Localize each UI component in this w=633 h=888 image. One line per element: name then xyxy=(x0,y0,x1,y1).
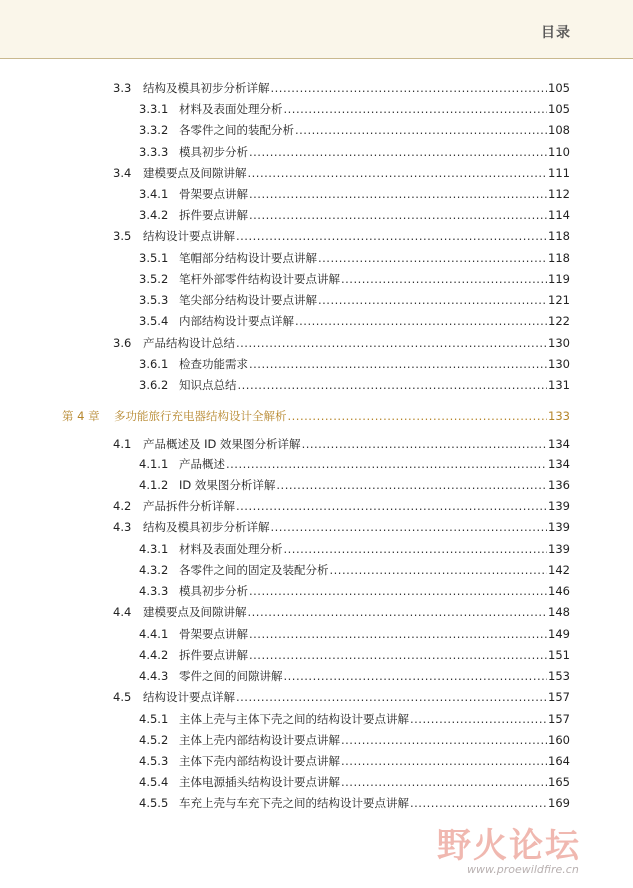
toc-number: 4.5.4 xyxy=(139,775,169,789)
toc-entry[interactable] xyxy=(139,796,570,810)
toc-title: 结构及模具初步分析详解 xyxy=(143,520,270,534)
toc-page-number: 139 xyxy=(548,520,570,534)
toc-number: 4.2 xyxy=(113,499,132,513)
toc-page-number: 134 xyxy=(548,457,570,471)
toc-entry[interactable] xyxy=(139,357,570,371)
toc-number: 4.1 xyxy=(113,437,132,451)
toc-title: 拆件要点讲解 xyxy=(179,208,248,222)
toc-title: 各零件之间的固定及装配分析 xyxy=(179,563,329,577)
toc-title: 产品拆件分析详解 xyxy=(143,499,235,513)
toc-page-number: 121 xyxy=(548,293,570,307)
toc-title: 零件之间的间隙讲解 xyxy=(179,669,283,683)
toc-leader-dots xyxy=(341,272,547,286)
toc-number: 4.4.3 xyxy=(139,669,169,683)
toc-page-number: 112 xyxy=(548,187,570,201)
toc-title: 结构设计要点详解 xyxy=(143,690,235,704)
toc-title: 建模要点及间隙讲解 xyxy=(143,166,247,180)
toc-number: 3.6.2 xyxy=(139,378,169,392)
toc-entry[interactable] xyxy=(113,166,570,180)
toc-number: 3.3 xyxy=(113,81,132,95)
toc-page-number: 105 xyxy=(548,102,570,116)
toc-entry[interactable] xyxy=(139,272,570,286)
toc-page-number: 139 xyxy=(548,542,570,556)
toc-entry[interactable] xyxy=(139,584,570,598)
toc-number: 3.5.1 xyxy=(139,251,169,265)
toc-number: 4.3.1 xyxy=(139,542,169,556)
toc-leader-dots xyxy=(318,251,547,265)
toc-title: 结构及模具初步分析详解 xyxy=(143,81,270,95)
toc-chapter-entry[interactable] xyxy=(62,409,570,423)
toc-number: 3.3.2 xyxy=(139,123,169,137)
toc-number: 3.4.1 xyxy=(139,187,169,201)
toc-leader-dots xyxy=(330,563,548,577)
toc-leader-dots xyxy=(302,437,547,451)
toc-title: 多功能旅行充电器结构设计全解析 xyxy=(114,409,287,423)
toc-leader-dots xyxy=(271,81,548,95)
toc-title: 产品概述 xyxy=(179,457,225,471)
toc-leader-dots xyxy=(249,187,547,201)
toc-number: 4.5.1 xyxy=(139,712,169,726)
toc-leader-dots xyxy=(295,123,547,137)
toc-leader-dots xyxy=(271,520,548,534)
toc-title: 建模要点及间隙讲解 xyxy=(143,605,247,619)
watermark-text: 野火论坛 xyxy=(437,826,581,866)
toc-entry[interactable] xyxy=(139,733,570,747)
toc-leader-dots xyxy=(236,690,547,704)
page-title: 目录 xyxy=(541,25,571,41)
toc-number: 3.3.1 xyxy=(139,102,169,116)
toc-leader-dots xyxy=(341,775,547,789)
toc-entry[interactable] xyxy=(139,251,570,265)
toc-page-number: 110 xyxy=(548,145,570,159)
toc-number: 3.4 xyxy=(113,166,132,180)
toc-entry[interactable] xyxy=(113,336,570,350)
toc-leader-dots xyxy=(236,229,547,243)
toc-page-number: 146 xyxy=(548,584,570,598)
toc-title: 各零件之间的装配分析 xyxy=(179,123,294,137)
toc-number: 4.1.1 xyxy=(139,457,169,471)
toc-entry[interactable] xyxy=(139,145,570,159)
toc-number: 4.4.2 xyxy=(139,648,169,662)
header-rule xyxy=(0,58,633,59)
toc-entry[interactable] xyxy=(139,542,570,556)
toc-title: 车充上壳与车充下壳之间的结构设计要点讲解 xyxy=(179,796,409,810)
toc-page-number: 105 xyxy=(548,81,570,95)
watermark-logo xyxy=(437,818,627,882)
toc-leader-dots xyxy=(341,754,547,768)
toc-leader-dots xyxy=(249,648,547,662)
toc-entry[interactable] xyxy=(139,478,570,492)
toc-page-number: 130 xyxy=(548,357,570,371)
toc-entry[interactable] xyxy=(139,293,570,307)
toc-page-number: 142 xyxy=(548,563,570,577)
toc-leader-dots xyxy=(276,478,547,492)
toc-number: 3.4.2 xyxy=(139,208,169,222)
toc-page-number: 114 xyxy=(548,208,570,222)
toc-entry[interactable] xyxy=(113,520,570,534)
toc-title: 骨架要点讲解 xyxy=(179,187,248,201)
toc-entry[interactable] xyxy=(113,690,570,704)
toc-number: 4.5 xyxy=(113,690,132,704)
toc-number: 3.5.3 xyxy=(139,293,169,307)
toc-page-number: 151 xyxy=(548,648,570,662)
toc-entry[interactable] xyxy=(139,378,570,392)
toc-leader-dots xyxy=(410,712,547,726)
toc-title: 检查功能需求 xyxy=(179,357,248,371)
toc-number: 4.5.5 xyxy=(139,796,169,810)
toc-title: 笔杆外部零件结构设计要点讲解 xyxy=(179,272,340,286)
toc-leader-dots xyxy=(288,409,548,423)
toc-entry[interactable] xyxy=(139,102,570,116)
toc-entry[interactable] xyxy=(139,123,570,137)
toc-leader-dots xyxy=(284,669,548,683)
toc-page-number: 136 xyxy=(548,478,570,492)
toc-page-number: 130 xyxy=(548,336,570,350)
toc-page-number: 118 xyxy=(548,251,570,265)
toc-title: 知识点总结 xyxy=(179,378,237,392)
toc-entry[interactable] xyxy=(139,563,570,577)
toc-number: 4.1.2 xyxy=(139,478,169,492)
toc-leader-dots xyxy=(249,145,547,159)
toc-page-number: 134 xyxy=(548,437,570,451)
toc-title: 拆件要点讲解 xyxy=(179,648,248,662)
toc-number: 4.3.2 xyxy=(139,563,169,577)
toc-page-number: 160 xyxy=(548,733,570,747)
toc-entry[interactable] xyxy=(139,754,570,768)
toc-number: 4.5.3 xyxy=(139,754,169,768)
toc-title: 笔帽部分结构设计要点讲解 xyxy=(179,251,317,265)
toc-page-number: 108 xyxy=(548,123,570,137)
toc-page-number: 131 xyxy=(548,378,570,392)
toc-entry[interactable] xyxy=(139,669,570,683)
toc-number: 第 4 章 xyxy=(62,409,100,423)
toc-number: 3.6.1 xyxy=(139,357,169,371)
toc-page-number: 157 xyxy=(548,690,570,704)
toc-page-number: 164 xyxy=(548,754,570,768)
toc-number: 4.4 xyxy=(113,605,132,619)
toc-page-number: 118 xyxy=(548,229,570,243)
toc-title: 模具初步分析 xyxy=(179,145,248,159)
toc-leader-dots xyxy=(295,314,547,328)
toc-leader-dots xyxy=(249,584,547,598)
toc-page-number: 111 xyxy=(548,166,570,180)
toc-entry[interactable] xyxy=(139,712,570,726)
toc-number: 4.5.2 xyxy=(139,733,169,747)
toc-leader-dots xyxy=(249,357,547,371)
toc-leader-dots xyxy=(341,733,547,747)
toc-leader-dots xyxy=(226,457,547,471)
toc-leader-dots xyxy=(284,542,548,556)
toc-entry[interactable] xyxy=(113,605,570,619)
toc-title: 内部结构设计要点详解 xyxy=(179,314,294,328)
toc-page-number: 169 xyxy=(548,796,570,810)
toc-title: 产品概述及 ID 效果图分析详解 xyxy=(143,437,301,451)
toc-leader-dots xyxy=(248,166,548,180)
toc-page-number: 148 xyxy=(548,605,570,619)
toc-title: 结构设计要点讲解 xyxy=(143,229,235,243)
toc-title: 主体上壳内部结构设计要点讲解 xyxy=(179,733,340,747)
toc-entry[interactable] xyxy=(113,499,570,513)
page-header xyxy=(0,0,633,58)
toc-page-number: 139 xyxy=(548,499,570,513)
toc-title: 材料及表面处理分析 xyxy=(179,542,283,556)
toc-leader-dots xyxy=(410,796,547,810)
toc-entry[interactable] xyxy=(139,775,570,789)
toc-entry[interactable] xyxy=(139,648,570,662)
toc-title: 产品结构设计总结 xyxy=(143,336,235,350)
toc-leader-dots xyxy=(238,378,548,392)
toc-entry[interactable] xyxy=(139,187,570,201)
toc-title: 材料及表面处理分析 xyxy=(179,102,283,116)
toc-page-number: 165 xyxy=(548,775,570,789)
toc-entry[interactable] xyxy=(113,437,570,451)
toc-title: 笔尖部分结构设计要点讲解 xyxy=(179,293,317,307)
toc-leader-dots xyxy=(318,293,547,307)
toc-title: 主体电源插头结构设计要点讲解 xyxy=(179,775,340,789)
toc-number: 4.3.3 xyxy=(139,584,169,598)
toc-leader-dots xyxy=(249,627,547,641)
toc-number: 4.4.1 xyxy=(139,627,169,641)
toc-entry[interactable] xyxy=(139,208,570,222)
toc-page-number: 149 xyxy=(548,627,570,641)
toc-title: 主体下壳内部结构设计要点讲解 xyxy=(179,754,340,768)
watermark-url: www.proewildfire.cn xyxy=(467,863,579,876)
toc-entry[interactable] xyxy=(113,81,570,95)
toc-page-number: 157 xyxy=(548,712,570,726)
toc-leader-dots xyxy=(236,336,547,350)
toc-entry[interactable] xyxy=(113,229,570,243)
toc-leader-dots xyxy=(249,208,547,222)
toc-page-number: 153 xyxy=(548,669,570,683)
toc-title: 模具初步分析 xyxy=(179,584,248,598)
toc-title: 主体上壳与主体下壳之间的结构设计要点讲解 xyxy=(179,712,409,726)
toc-number: 3.6 xyxy=(113,336,132,350)
toc-title: ID 效果图分析详解 xyxy=(179,478,276,492)
toc-leader-dots xyxy=(284,102,548,116)
toc-number: 3.5 xyxy=(113,229,132,243)
toc-entry[interactable] xyxy=(139,457,570,471)
toc-leader-dots xyxy=(236,499,547,513)
toc-number: 4.3 xyxy=(113,520,132,534)
toc-number: 3.5.4 xyxy=(139,314,169,328)
toc-page-number: 122 xyxy=(548,314,570,328)
toc-entry[interactable] xyxy=(139,627,570,641)
toc-leader-dots xyxy=(248,605,548,619)
toc-page-number: 133 xyxy=(548,409,570,423)
toc-entry[interactable] xyxy=(139,314,570,328)
toc-page-number: 119 xyxy=(548,272,570,286)
toc-number: 3.5.2 xyxy=(139,272,169,286)
toc-number: 3.3.3 xyxy=(139,145,169,159)
toc-title: 骨架要点讲解 xyxy=(179,627,248,641)
